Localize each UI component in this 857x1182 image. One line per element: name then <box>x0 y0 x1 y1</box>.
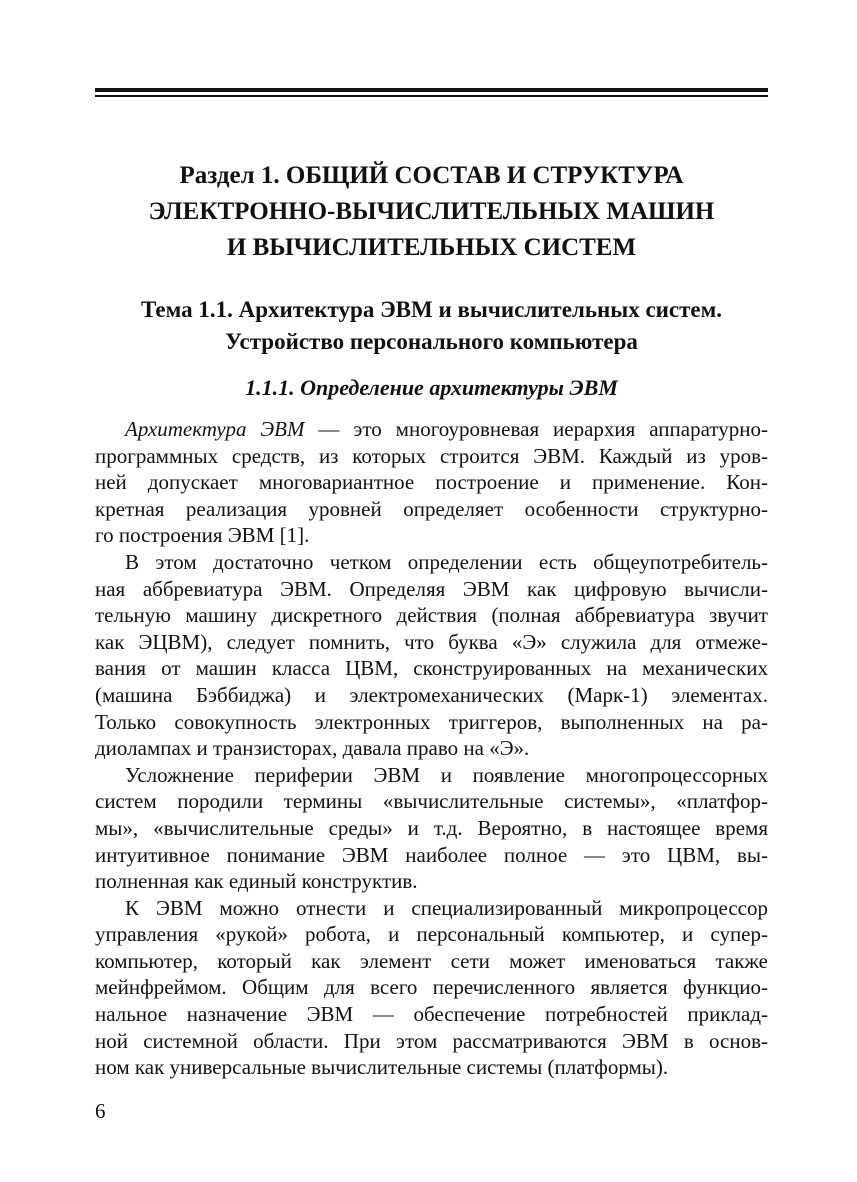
text-line: (машина Бэббиджа) и электромеханических (Марк-1) элементах. <box>95 682 768 707</box>
text-line: ном как универсальные вычислительные системы (платформы). <box>95 1055 669 1080</box>
topic-title-line: Устройство персонального компьютера <box>225 329 638 354</box>
text-line: мы», «вычислительные среды» и т.д. Вероятно, в настоящее время <box>95 815 768 840</box>
paragraph-definition <box>95 416 768 549</box>
text-line: программных средств, из которых строится ЭВМ. Каждый из уров- <box>95 443 768 468</box>
text-line: го построения ЭВМ [1]. <box>95 523 310 548</box>
text-line: мейнфреймом. Общим для всего перечисленного является функцио- <box>95 975 768 1000</box>
paragraph-examples <box>95 895 768 1081</box>
text-line: вания от машин класса ЦВМ, сконструированных на механических <box>95 656 768 681</box>
text-line: компьютер, который как элемент сети может именоваться также <box>95 948 768 973</box>
defined-term: Архитектура ЭВМ <box>125 417 305 441</box>
section-title <box>95 158 768 266</box>
page-number: 6 <box>95 1099 106 1123</box>
paragraph-abbreviation <box>95 549 768 762</box>
text-line: тельную машину дискретного действия (полная аббревиатура звучит <box>95 603 768 628</box>
text-line: ной системной области. При этом рассматриваются ЭВМ в основ- <box>95 1028 768 1053</box>
text-line: ней допускает многовариантное построение и применение. Кон- <box>95 470 768 495</box>
section-title-line: И ВЫЧИСЛИТЕЛЬНЫХ СИСТЕМ <box>226 234 637 261</box>
text-line: В этом достаточно четком определении есть общеупотребитель- <box>125 549 768 574</box>
text-line: диолампах и транзисторах, давала право на «Э». <box>95 736 530 761</box>
subsection-title: 1.1.1. Определение архитектуры ЭВМ <box>245 375 618 400</box>
text-line: Только совокупность электронных триггеров, выполненных на ра- <box>95 709 768 734</box>
text-line <box>95 416 768 443</box>
text-line: ная аббревиатура ЭВМ. Определяя ЭВМ как цифровую вычисли- <box>95 576 768 601</box>
header-rule-thick <box>95 88 768 92</box>
paragraph-systems <box>95 762 768 895</box>
text-line: интуитивное понимание ЭВМ наиболее полное — это ЦВМ, вы- <box>95 842 768 867</box>
header-rule-thin <box>95 95 768 97</box>
text-line: полненная как единый конструктив. <box>95 869 418 894</box>
text-line: систем породили термины «вычислительные системы», «платфор- <box>95 789 768 814</box>
text-line: как ЭЦВМ), следует помнить, что буква «Э» служила для отмеже- <box>95 629 768 654</box>
text-line: Усложнение периферии ЭВМ и появление многопроцессорных <box>125 762 768 787</box>
text-line: управления «рукой» робота, и персональный компьютер, и супер- <box>95 922 768 947</box>
text-line: К ЭВМ можно отнести и специализированный микропроцессор <box>125 895 768 920</box>
text-fragment: — это многоуровневая иерархия аппаратурно- <box>304 417 768 441</box>
text-line: кретная реализация уровней определяет особенности структурно- <box>95 496 768 521</box>
body-text <box>95 416 768 1081</box>
section-title-line: Раздел 1. ОБЩИЙ СОСТАВ И СТРУКТУРА <box>179 162 684 189</box>
text-line: нальное назначение ЭВМ — обеспечение потребностей приклад- <box>95 1002 768 1027</box>
topic-title-line: Тема 1.1. Архитектура ЭВМ и вычислительных систем. <box>140 297 723 322</box>
topic-title <box>95 294 768 358</box>
section-title-line: ЭЛЕКТРОННО-ВЫЧИСЛИТЕЛЬНЫХ МАШИН <box>148 198 715 225</box>
